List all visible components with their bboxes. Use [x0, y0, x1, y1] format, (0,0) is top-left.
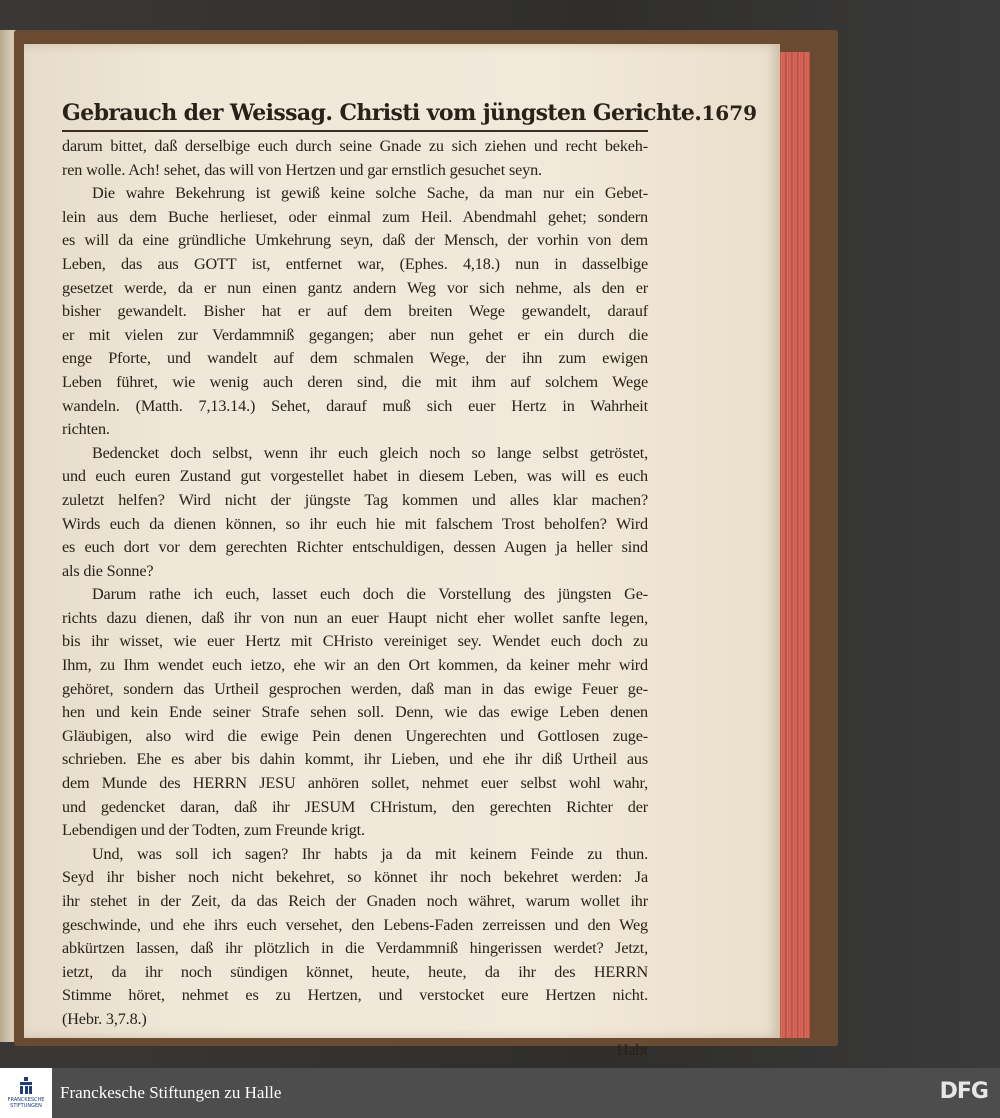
text-line: gehöret, sondern das Urtheil gesprochen werden, daß man in das ewige Feuer ge-: [62, 679, 648, 698]
page-number: 1679: [701, 101, 758, 125]
text-line: Leben, das aus GOTT ist, entfernet war, (Ephes. 4,18.) nun in dasselbige: [62, 254, 648, 273]
text-line: bisher gewandelt. Bisher hat er auf dem breiten Wege gewandelt, darauf: [62, 302, 648, 321]
text-line: lein aus dem Buche herlieset, oder einmal zum Heil. Abendmahl gehet; sondern: [62, 207, 648, 226]
text-line: richts dazu dienen, daß ihr von nun an euer Haupt nicht eher wollet sanfte legen,: [62, 608, 648, 627]
building-icon: [18, 1077, 34, 1095]
text-line: Seyd ihr bisher noch nicht bekehret, so könnet ihr noch bekehret werden: Ja: [62, 868, 648, 887]
text-line: ihr stehet in der Zeit, da das Reich der Gnaden noch währet, warum wollet ihr: [62, 892, 648, 910]
text-line: Stimme höret, nehmet es zu Hertzen, und verstocket eure Hertzen nicht.: [62, 986, 648, 1005]
page-header: [62, 100, 758, 132]
text-line: wandeln. (Matth. 7,13.14.) Sehet, darauf muß sich euer Hertz in Wahrheit: [62, 396, 648, 415]
text-line: dem Munde des HERRN JESU anhören sollet, nehmet euer selbst wohl wahr,: [62, 774, 648, 793]
running-title: Gebrauch der Weissag. Christi vom jüngsten Gerichte.: [62, 100, 702, 126]
text-line: zuletzt helfen? Wird nicht der jüngste Tag kommen und alles klar machen?: [62, 490, 648, 509]
text-line: enge Pforte, und wandelt auf dem schmalen Wege, der ihn zum ewigen: [62, 349, 648, 368]
text-line: und euch euren Zustand gut vorgestellet habet in diesem Leben, was will es euch: [62, 467, 648, 486]
text-line: Die wahre Bekehrung ist gewiß keine solche Sache, da man nur ein Gebet-: [92, 184, 648, 203]
text-line: er mit vielen zur Verdammniß gegangen; aber nun gehet er ein durch die: [62, 325, 648, 344]
text-line: Leben führet, wie wenig auch deren sind, die mit ihm auf solchem Wege: [62, 372, 648, 391]
text-line: Und, was soll ich sagen? Ihr habts ja da mit keinem Feinde zu thun.: [92, 844, 648, 863]
text-line: Wirds euch da dienen können, so ihr euch hie mit falschem Trost beholfen? Wird: [62, 514, 648, 533]
text-line: es will da eine gründliche Umkehrung seyn, daß der Mensch, der vorhin von dem: [62, 231, 648, 250]
text-line: (Hebr. 3,7.8.): [62, 1009, 147, 1028]
text-line: schrieben. Ehe es aber bis dahin kommt, ihr Lieben, und ehe ihr diß Urtheil aus: [62, 750, 648, 769]
text-line: abkürtzen lassen, daß ihr plötzlich in die Verdammniß hingerissen werdet? Jetzt,: [62, 939, 648, 958]
text-line: darum bittet, daß derselbige euch durch seine Gnade zu sich ziehen und recht bekeh-: [62, 137, 648, 155]
text-line: Bedencket doch selbst, wenn ihr euch gleich noch so lange selbst getröstet,: [92, 443, 648, 462]
page-text-block: [62, 100, 758, 1060]
viewer-footer: [0, 1068, 1000, 1118]
dfg-logo[interactable]: DFG: [939, 1079, 988, 1104]
text-line: Gläubigen, also wird die ewige Pein denen Ungerechten und Gottlosen zuge-: [62, 726, 648, 745]
text-line: bis ihr wisset, wie euer Hertz mit CHristo vereiniget sey. Wendet euch doch zu: [62, 632, 648, 651]
text-line: als die Sonne?: [62, 561, 154, 580]
text-line: ietzt, da ihr noch sündigen könnet, heute, heute, da ihr des HERRN: [62, 962, 648, 981]
text-line: gesetzet werde, da er nun einen gantz andern Weg vor sich nehme, als den er: [62, 278, 648, 297]
text-line: Lebendigen und der Todten, zum Freunde krigt.: [62, 821, 365, 840]
catchword: Habt: [616, 1041, 648, 1059]
text-line: ren wolle. Ach! sehet, das will von Hertzen und gar ernstlich gesuchet seyn.: [62, 160, 542, 179]
logo-caption: FRANCKESCHE STIFTUNGEN: [7, 1097, 45, 1109]
text-line: es euch dort vor dem gerechten Richter entschuldigen, dessen Augen ja heller sind: [62, 538, 648, 557]
text-line: Darum rathe ich euch, lasset euch doch die Vorstellung des jüngsten Ge-: [92, 585, 648, 604]
text-line: und gedencket daran, daß ihr JESUM CHristum, den gerechten Richter der: [62, 797, 648, 816]
text-line: geschwinde, und ehe ihrs euch versehet, den Lebens-Faden zerreissen und den Weg: [62, 915, 648, 934]
text-line: richten.: [62, 420, 110, 439]
institution-name: Franckesche Stiftungen zu Halle: [60, 1083, 282, 1102]
text-line: Ihm, zu Ihm wendet euch ietzo, ehe wir an den Ort kommen, da keiner mehr wird: [62, 656, 648, 675]
text-line: hen und kein Ende seiner Strafe sehen soll. Denn, wie das ewige Leben denen: [62, 703, 648, 722]
body-text: [62, 135, 648, 1032]
institution-logo[interactable]: [0, 1068, 52, 1118]
